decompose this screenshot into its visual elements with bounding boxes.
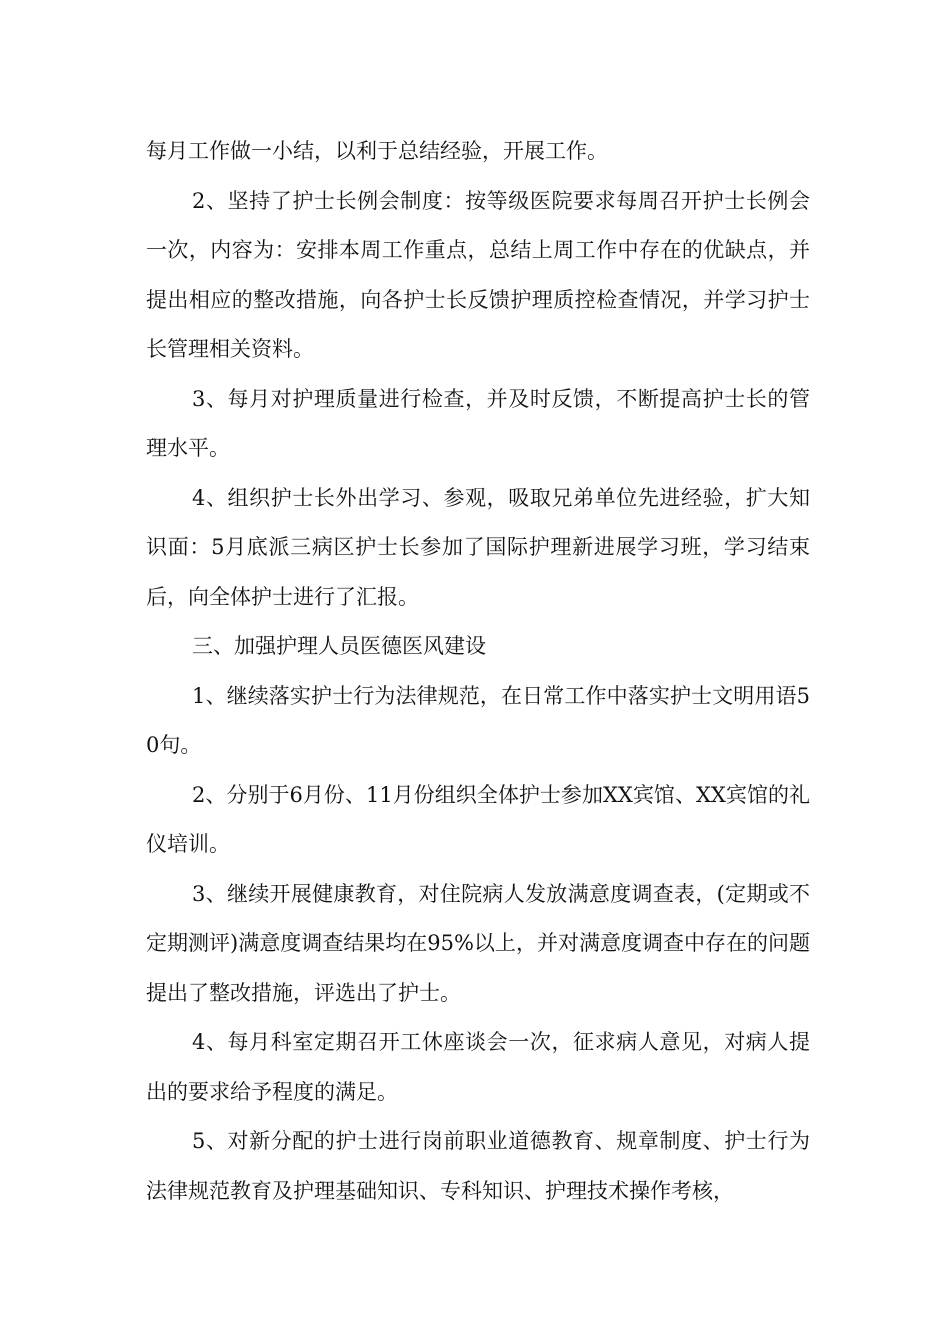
paragraph-item-3-health-education: 3、继续开展健康教育，对住院病人发放满意度调查表，(定期或不定期测评)满意度调查结果均在95%以上，并对满意度调查中存在的问题提出了整改措施，评选出了护士。 <box>146 881 810 1005</box>
paragraph-item-1-conduct-norms: 1、继续落实护士行为法律规范，在日常工作中落实护士文明用语50句。 <box>146 683 810 757</box>
paragraph-item-5-new-nurse-training: 5、对新分配的护士进行岗前职业道德教育、规章制度、护士行为法律规范教育及护理基础知识、专科知识、护理技术操作考核， <box>146 1129 810 1203</box>
paragraph-item-4-patient-forum: 4、每月科室定期召开工休座谈会一次，征求病人意见，对病人提出的要求给予程度的满足。 <box>146 1030 810 1104</box>
paragraph-item-2-nurse-meetings: 2、坚持了护士长例会制度：按等级医院要求每周召开护士长例会一次，内容为：安排本周工作重点，总结上周工作中存在的优缺点，并提出相应的整改措施，向各护士长反馈护理质控检查情况，并学习护士长管理相关资料。 <box>146 188 810 361</box>
section-heading-ethics: 三、加强护理人员医德医风建设 <box>192 634 486 658</box>
paragraph-item-4-study-visits: 4、组织护士长外出学习、参观，吸取兄弟单位先进经验，扩大知识面：5月底派三病区护士长参加了国际护理新进展学习班，学习结束后，向全体护士进行了汇报。 <box>146 485 810 609</box>
paragraph-item-2-etiquette-training: 2、分别于6月份、11月份组织全体护士参加XX宾馆、XX宾馆的礼仪培训。 <box>146 782 810 856</box>
paragraph-item-3-quality-check: 3、每月对护理质量进行检查，并及时反馈，不断提高护士长的管理水平。 <box>146 386 810 460</box>
document-body <box>146 127 810 1216</box>
paragraph-continuation: 每月工作做一小结，以利于总结经验，开展工作。 <box>146 139 608 163</box>
